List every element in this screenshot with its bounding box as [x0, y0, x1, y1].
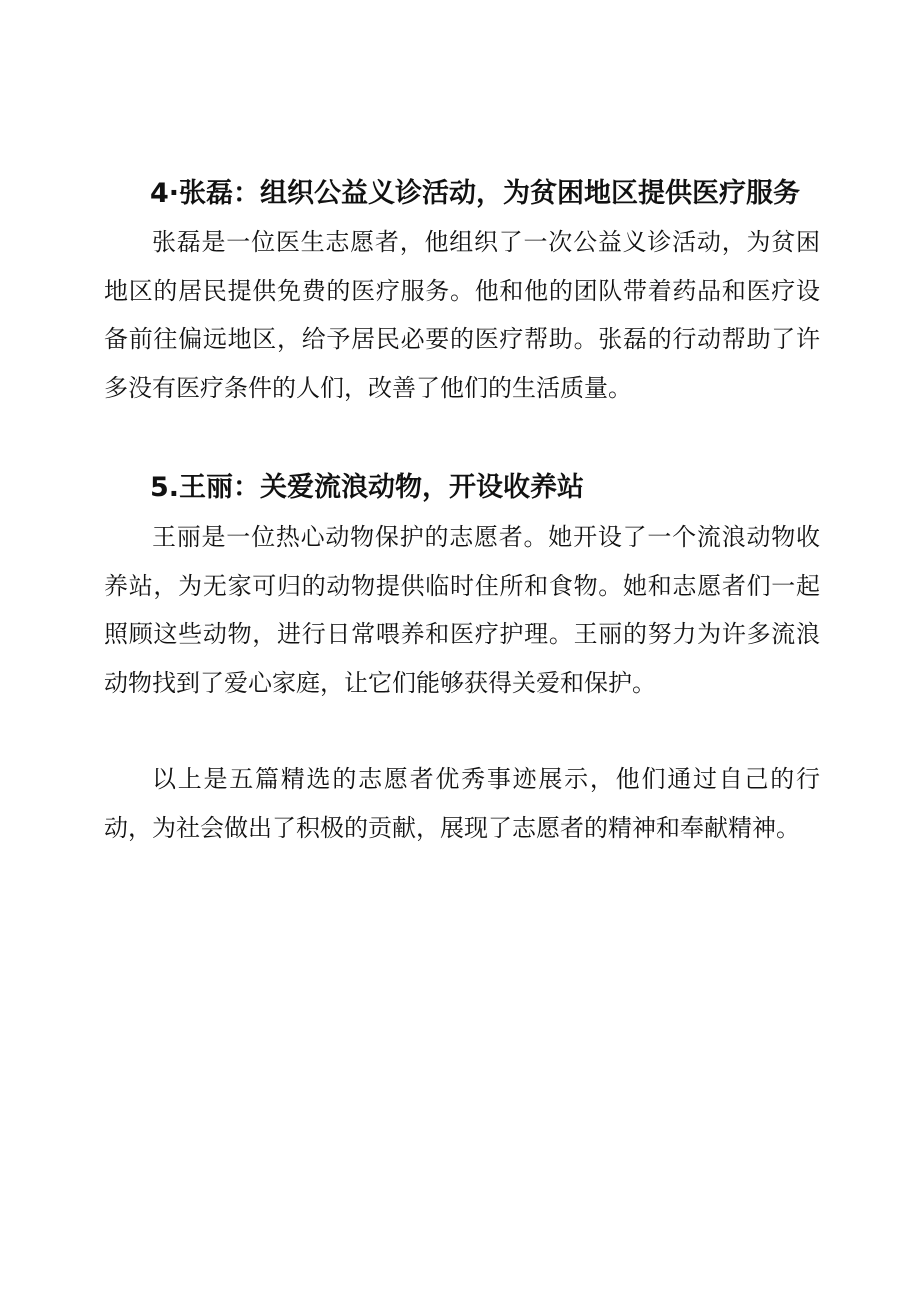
section-title-wang-li: 5.王丽：关爱流浪动物，开设收养站: [150, 472, 585, 503]
section-body-zhang-lei: 张磊是一位医生志愿者，他组织了一次公益义诊活动，为贫困地区的居民提供免费的医疗服务。他和他的团队带着药品和医疗设备前往偏远地区，给予居民必要的医疗帮助。张磊的行动帮助了许多没有医疗条件的人们，改善了他们的生活质量。: [104, 228, 820, 402]
section-title-zhang-lei: 4·张磊：组织公益义诊活动，为贫困地区提供医疗服务: [150, 178, 801, 209]
section-body-wang-li: 王丽是一位热心动物保护的志愿者。她开设了一个流浪动物收养站，为无家可归的动物提供临时住所和食物。她和志愿者们一起照顾这些动物，进行日常喂养和医疗护理。王丽的努力为许多流浪动物找到了爱心家庭，让它们能够获得关爱和保护。: [104, 523, 820, 697]
summary-paragraph: 以上是五篇精选的志愿者优秀事迹展示，他们通过自己的行动，为社会做出了积极的贡献，展现了志愿者的精神和奉献精神。: [104, 765, 820, 842]
